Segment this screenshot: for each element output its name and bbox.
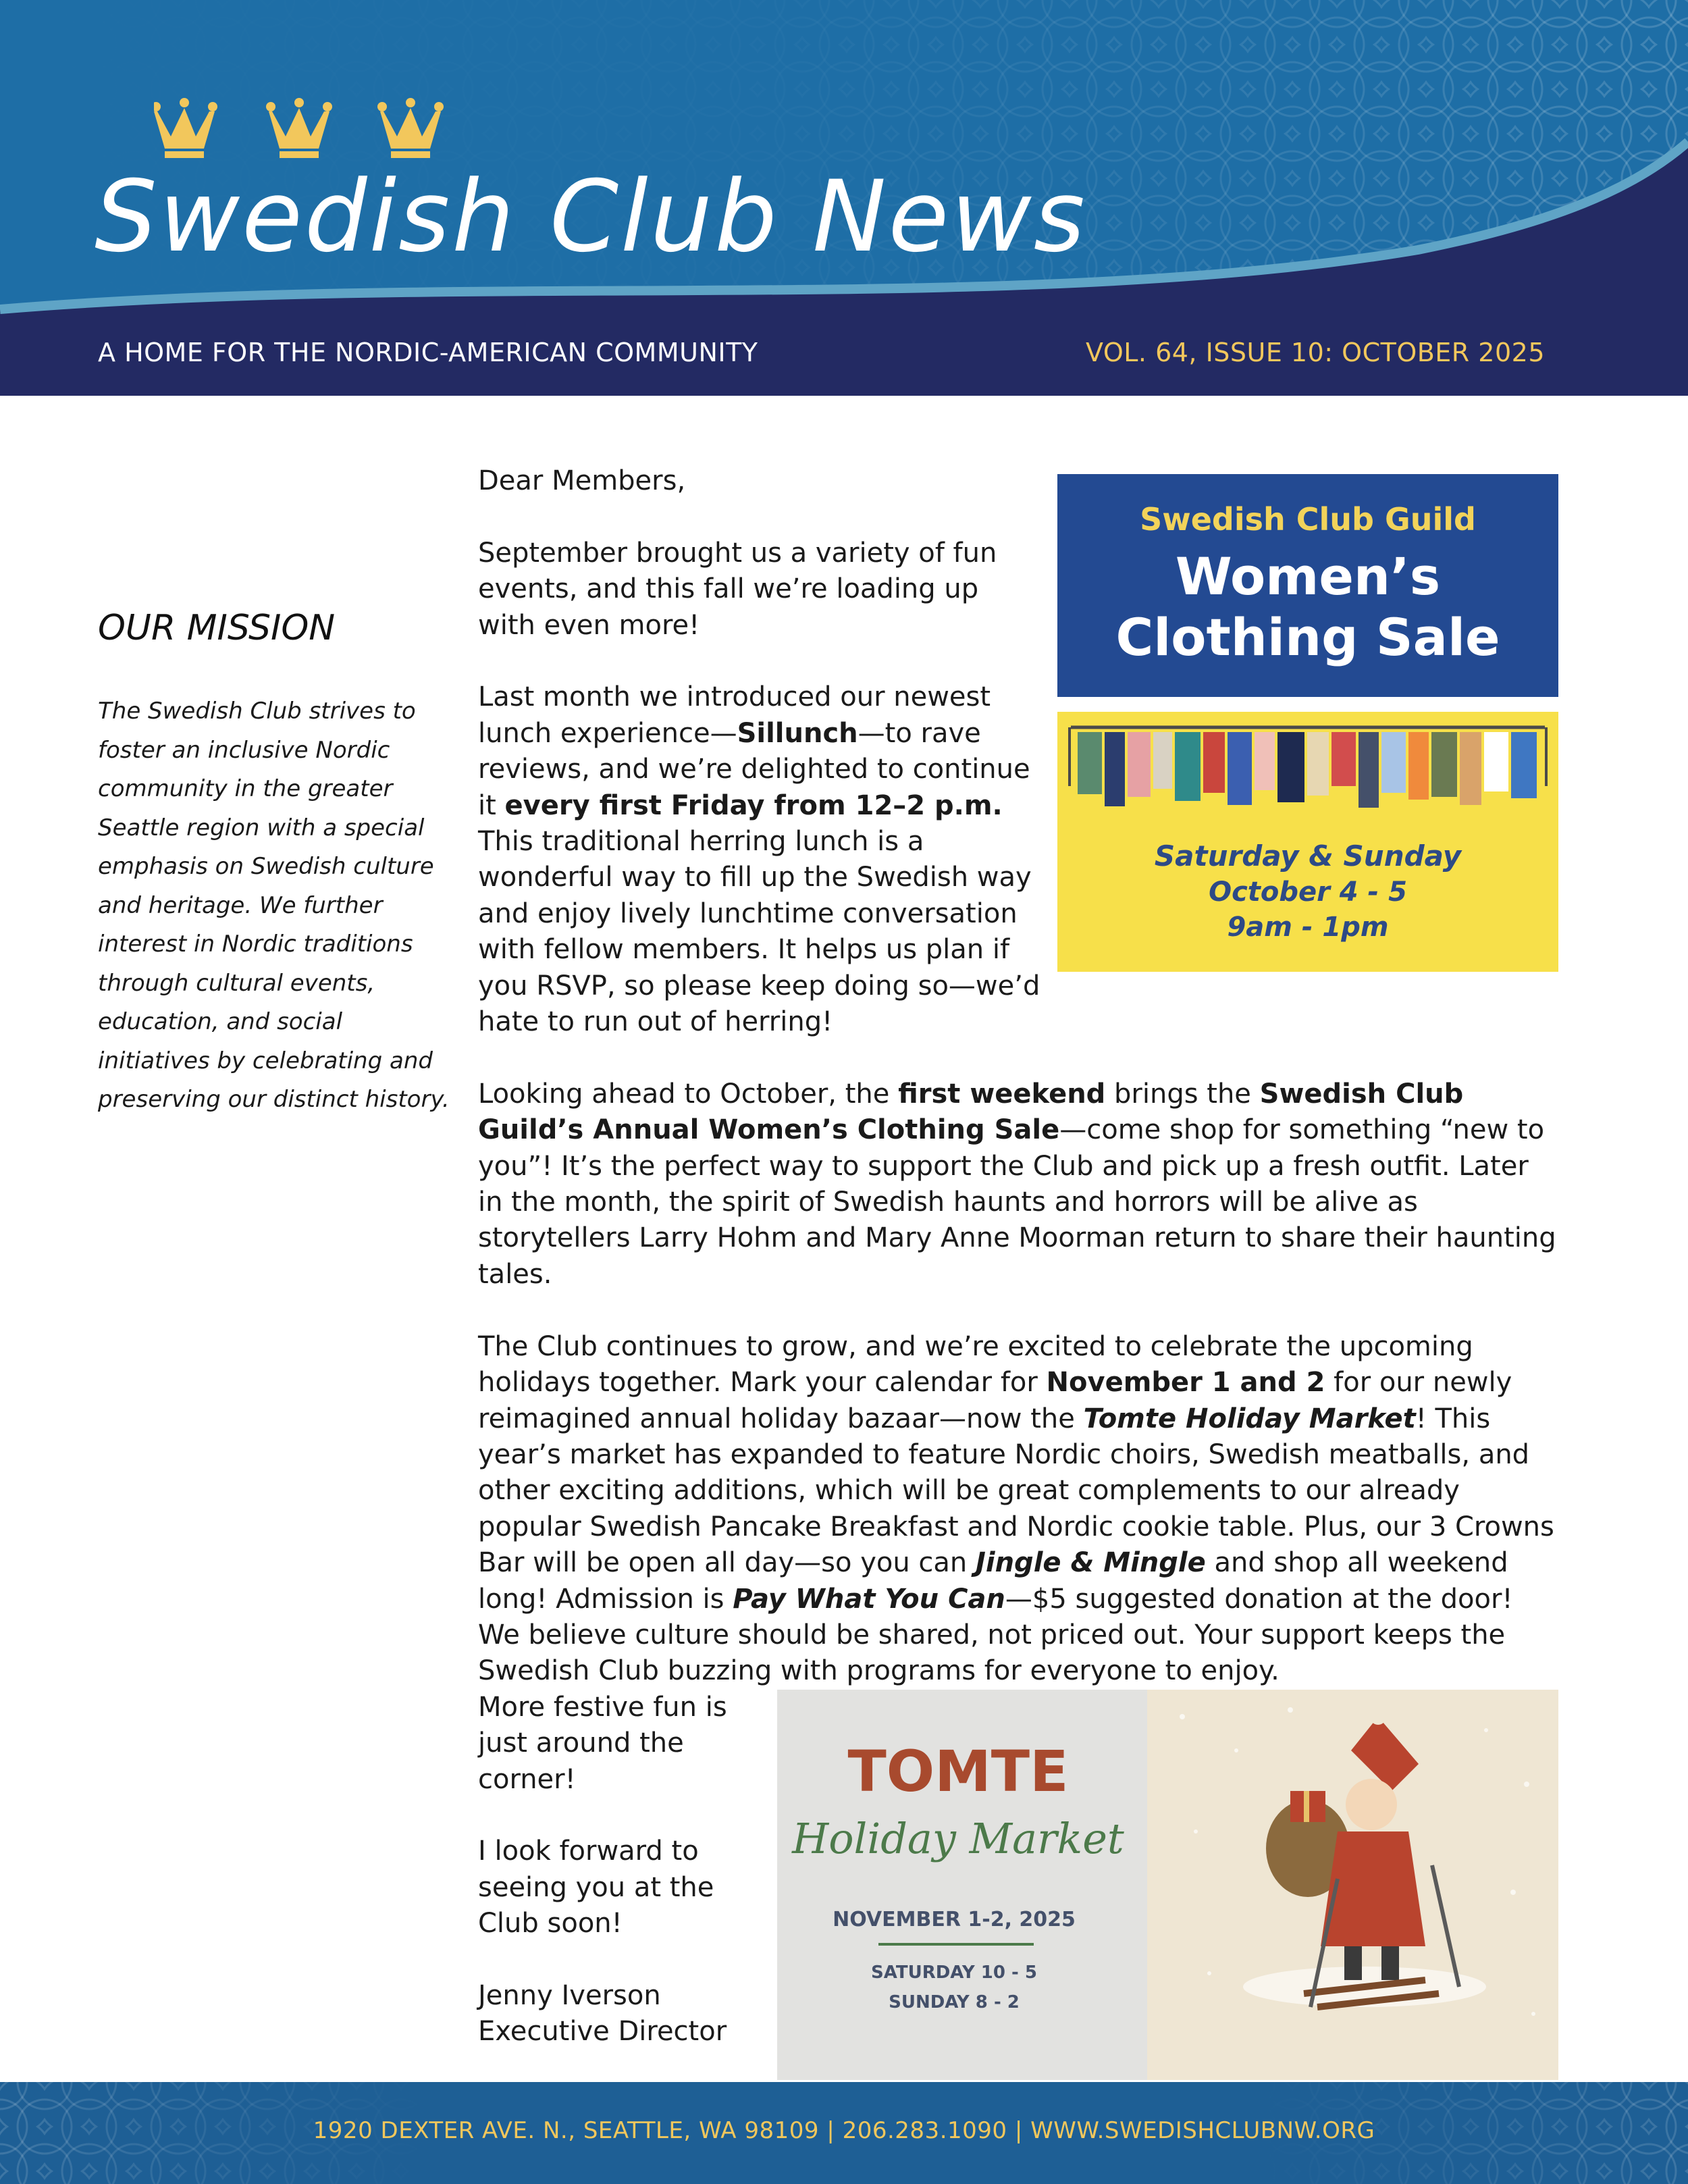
letter-paragraph-1: September brought us a variety of fun events, and this fall we’re loading up with even more! (478, 537, 997, 641)
guild-org: Swedish Club Guild (1140, 501, 1476, 538)
footer-website-link[interactable]: WWW.SWEDISHCLUBNW.ORG (1030, 2117, 1375, 2144)
guild-hours: 9am - 1pm (1227, 912, 1389, 943)
tomte-title: TOMTE (847, 1738, 1069, 1804)
crown-icon (266, 98, 332, 158)
guild-line2: Clothing Sale (1115, 607, 1500, 667)
signature-title: Executive Director (478, 2016, 727, 2048)
director-letter (478, 463, 1558, 2080)
footer-address: 1920 DEXTER AVE. N., SEATTLE, WA 98109 (313, 2117, 819, 2144)
guild-days: Saturday & Sunday (1154, 839, 1462, 873)
letter-greeting: Dear Members, (478, 465, 686, 496)
footer-phone[interactable]: 206.283.1090 (842, 2117, 1007, 2144)
letter-paragraph-6: I look forward to seeing you at the Club soon! (478, 1836, 714, 1940)
guild-sale-ad (1057, 469, 1558, 955)
signature-name: Jenny Iverson (478, 1979, 661, 2011)
letter-paragraph-3: Looking ahead to October, the first weekend brings the Swedish Club Guild’s Annual Women’s Clothing Sale—come shop for something “new to you”! It’s the perfect way to support the Club and pick up a fresh outfit. Later in the month, the spirit of Swedish haunts and horrors will be alive as storytellers Larry Hohm and Mary Anne Moorman return to share their haunting tales. (478, 1078, 1556, 1290)
masthead (0, 0, 1688, 396)
guild-dates: October 4 - 5 (1209, 877, 1407, 908)
guild-line1: Women’s (1175, 546, 1441, 606)
footer-contact: 1920 DEXTER AVE. N., SEATTLE, WA 98109 | 206.283.1090 | WWW.SWEDISHCLUBNW.ORG (313, 2117, 1375, 2144)
tomte-saturday: SATURDAY 10 - 5 (871, 1962, 1037, 1983)
tomte-dates: NOVEMBER 1-2, 2025 (833, 1907, 1076, 1931)
crown-icon (154, 98, 217, 158)
newsletter-title: Swedish Club News (95, 159, 1087, 274)
crown-icons (154, 95, 465, 162)
mission-heading: OUR MISSION (98, 608, 336, 648)
letter-paragraph-5: More festive fun is just around the corner! (478, 1691, 727, 1795)
crown-icon (377, 98, 444, 158)
tomte-market-ad (777, 1690, 1558, 2080)
guild-sale-graphic (1057, 469, 1558, 972)
letter-paragraph-4: The Club continues to grow, and we’re excited to celebrate the upcoming holidays together. Mark your calendar for November 1 and 2 for our newly reimagined annual holiday bazaar—now the Tomte Holiday Market! This year’s market has expanded to feature Nordic choirs, Swedish meatballs, and other exciting additions, which will be great complements to our already popular Swedish Pancake Breakfast and Nordic cookie table. Plus, our 3 Crowns Bar will be open all day—so you can Jingle & Mingle and shop all weekend long! Admission is Pay What You Can—$5 suggested donation at the door! We believe culture should be shared, not priced out. Your support keeps the Swedish Club buzzing with programs for everyone to enjoy. (478, 1330, 1554, 1687)
tomte-market-graphic (777, 1690, 1558, 2080)
tomte-subtitle: Holiday Market (792, 1813, 1124, 1863)
letter-paragraph-2: Last month we introduced our newest lunch experience—Sillunch—to rave reviews, and we’re delighted to continue it every first Friday from 12–2 p.m. This traditional herring lunch is a wonderful way to fill up the Swedish way and enjoy lively lunchtime conversation with fellow members. It helps us plan if you RSVP, so please keep doing so—we’d hate to run out of herring! (478, 681, 1040, 1038)
footer-bar (0, 2082, 1688, 2184)
tomte-sunday: SUNDAY 8 - 2 (889, 1992, 1020, 2012)
mission-text: The Swedish Club strives to foster an inclusive Nordic community in the greater Seattle region with a special emphasis on Swedish culture and heritage. We further interest in Nordic traditions through cultural events, education, and social initiatives by celebrating and preserving our distinct history. (98, 698, 450, 1113)
issue-info: VOL. 64, ISSUE 10: OCTOBER 2025 (1086, 338, 1545, 367)
tagline: A HOME FOR THE NORDIC-AMERICAN COMMUNITY (98, 338, 758, 367)
